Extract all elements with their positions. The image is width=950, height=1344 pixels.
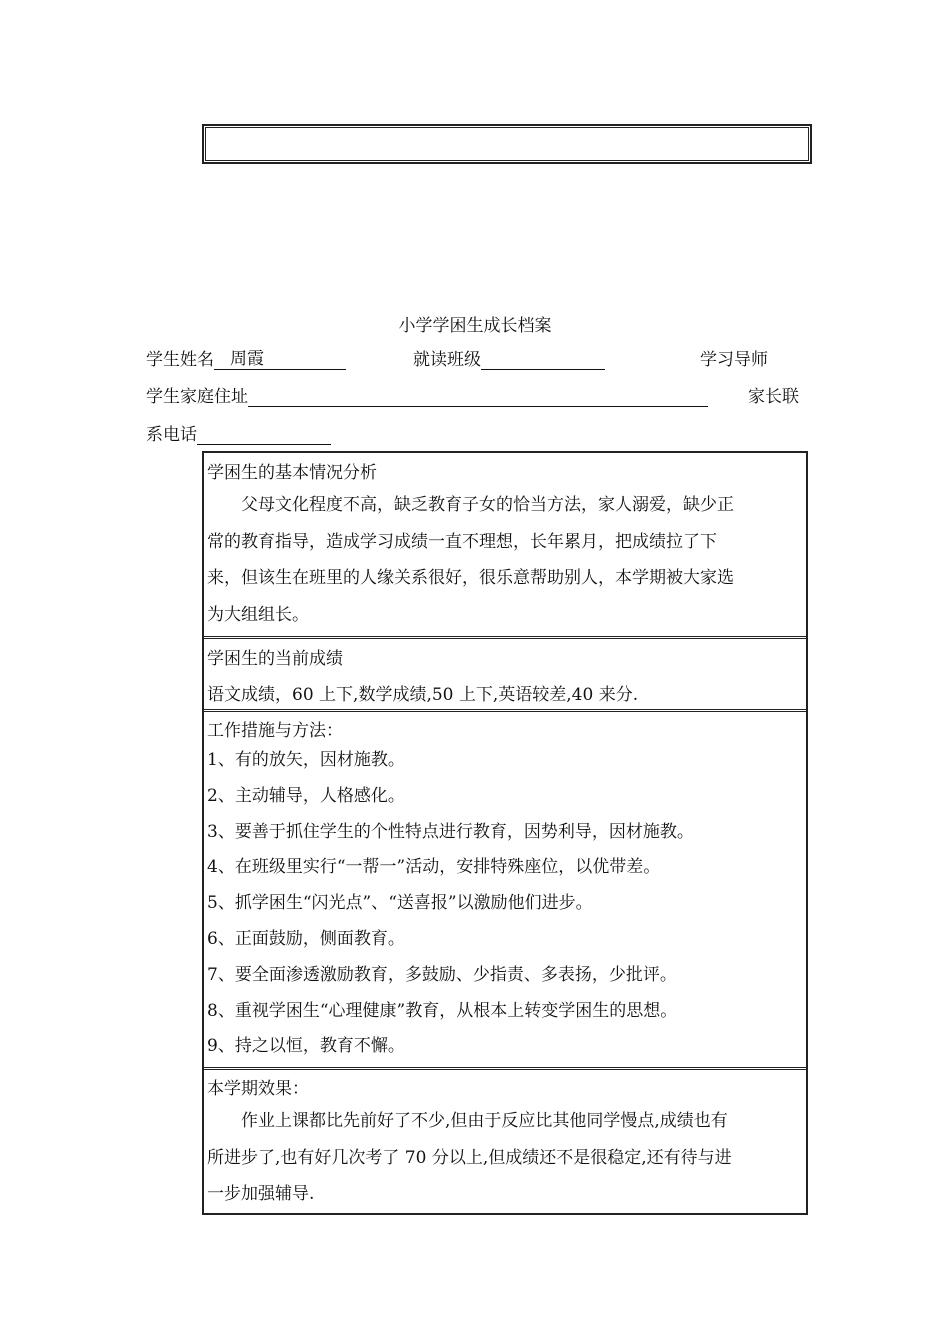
effect-text xyxy=(207,1103,807,1213)
measure-item: 3、要善于抓住学生的个性特点进行教育，因势利导，因材施教。 xyxy=(207,821,694,842)
mentor-label: 学习导师 xyxy=(700,350,768,370)
basic-line: 为大组组长。 xyxy=(207,604,309,625)
scores-heading: 学困生的当前成绩 xyxy=(207,649,343,669)
scores-section xyxy=(204,639,806,709)
basic-line: 父母文化程度不高，缺乏教育子女的恰当方法，家人溺爱，缺少正 xyxy=(207,495,734,515)
measure-item: 5、抓学困生“闪光点”、“送喜报”以激励他们进步。 xyxy=(207,893,593,914)
measure-item: 8、重视学困生“心理健康”教育，从根本上转变学困生的思想。 xyxy=(207,1000,678,1021)
basic-line: 常的教育指导，造成学习成绩一直不理想，长年累月，把成绩拉了下 xyxy=(207,531,717,552)
basic-line: 来，但该生在班里的人缘关系很好，很乐意帮助别人，本学期被大家选 xyxy=(207,568,734,588)
scores-text: 语文成绩，60 上下,数学成绩,50 上下,英语较差,40 来分. xyxy=(207,685,639,705)
student-name-row xyxy=(146,345,346,370)
phone-label: 系电话 xyxy=(146,425,197,445)
measure-item: 6、正面鼓励，侧面教育。 xyxy=(207,928,405,949)
record-table xyxy=(202,451,808,1215)
measures-section xyxy=(204,712,806,1067)
phone-field[interactable] xyxy=(197,424,331,445)
basic-section xyxy=(204,453,806,637)
effect-line: 一步加强辅导. xyxy=(207,1184,315,1204)
class-field[interactable] xyxy=(481,349,605,370)
class-row xyxy=(413,345,605,370)
basic-text xyxy=(207,487,807,633)
measure-item: 4、在班级里实行“一帮一”活动，安排特殊座位，以优带差。 xyxy=(207,857,661,878)
form-title: 小学学困生成长档案 xyxy=(398,316,552,336)
measure-item: 9、持之以恒，教育不懈。 xyxy=(207,1036,405,1057)
measures-heading: 工作措施与方法： xyxy=(207,721,343,741)
address-field[interactable] xyxy=(248,386,708,407)
address-row xyxy=(146,382,708,407)
effect-section xyxy=(204,1070,806,1213)
effect-heading: 本学期效果： xyxy=(207,1079,309,1099)
parent-contact-label: 家长联 xyxy=(748,387,799,407)
empty-header-box xyxy=(202,124,812,164)
class-label: 就读班级 xyxy=(413,350,481,370)
measures-list xyxy=(207,743,807,1065)
measure-item: 2、主动辅导，人格感化。 xyxy=(207,785,405,806)
phone-row xyxy=(146,420,331,445)
basic-heading: 学困生的基本情况分析 xyxy=(207,463,377,483)
effect-line: 所进步了,也有好几次考了 70 分以上,但成绩还不是很稳定,还有待与进 xyxy=(207,1147,732,1168)
measure-item: 7、要全面渗透激励教育，多鼓励、少指责、多表扬，少批评。 xyxy=(207,964,677,985)
student-name-field[interactable] xyxy=(214,349,346,370)
effect-line: 作业上课都比先前好了不少,但由于反应比其他同学慢点,成绩也有 xyxy=(207,1111,728,1131)
student-name-label: 学生姓名 xyxy=(146,350,214,370)
measure-item: 1、有的放矢，因材施教。 xyxy=(207,750,405,770)
address-label: 学生家庭住址 xyxy=(146,387,248,407)
student-name-value: 周霞 xyxy=(230,349,264,369)
